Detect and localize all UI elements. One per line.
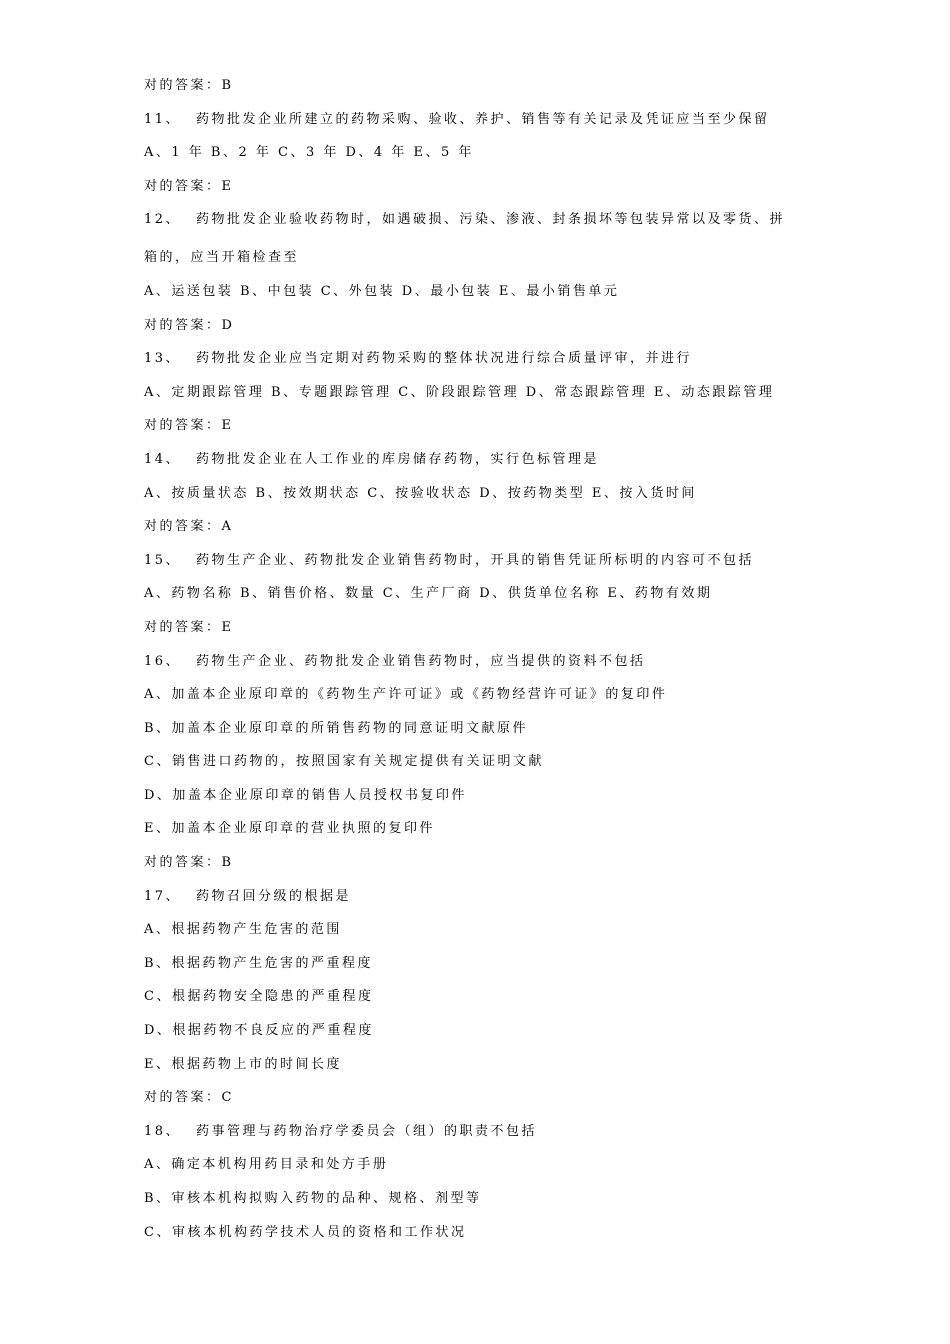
question-line <box>144 446 824 480</box>
question-number: 17、 <box>144 888 182 904</box>
line-text: D、根据药物不良反应的严重程度 <box>144 1023 374 1039</box>
text-line <box>144 379 824 413</box>
answer-line <box>144 72 824 106</box>
line-text: 药物批发企业验收药物时，如遇破损、污染、渗液、封条损坏等包装异常以及零货、拼 <box>196 212 786 228</box>
line-text: E、加盖本企业原印章的营业执照的复印件 <box>144 821 435 837</box>
question-number: 13、 <box>144 351 182 367</box>
line-text: 药物批发企业所建立的药物采购、验收、养护、销售等有关记录及凭证应当至少保留 <box>196 111 770 127</box>
question-number: 12、 <box>144 212 182 228</box>
text-line <box>144 983 824 1017</box>
text-line <box>144 1185 824 1219</box>
line-text: A、确定本机构用药目录和处方手册 <box>144 1157 389 1173</box>
line-text: 对的答案：E <box>144 619 234 635</box>
text-line <box>144 580 824 614</box>
text-line <box>144 1017 824 1051</box>
line-text: A、根据药物产生危害的范围 <box>144 922 342 938</box>
line-text: B、审核本机构拟购入药物的品种、规格、剂型等 <box>144 1191 482 1206</box>
text-line <box>144 480 824 514</box>
question-number: 18、 <box>144 1123 182 1139</box>
question-line <box>144 883 824 917</box>
question-line <box>144 1118 824 1152</box>
line-text: A、加盖本企业原印章的《药物生产许可证》或《药物经营许可证》的复印件 <box>144 687 668 703</box>
line-text: 对的答案：E <box>144 178 234 194</box>
line-text: 药物生产企业、药物批发企业销售药物时，应当提供的资料不包括 <box>196 653 646 669</box>
question-line <box>144 648 824 682</box>
line-text: 药事管理与药物治疗学委员会（组）的职责不包括 <box>196 1123 538 1139</box>
text-line <box>144 1219 824 1253</box>
text-line <box>144 681 824 715</box>
text-line <box>144 815 824 849</box>
answer-line <box>144 1084 824 1118</box>
line-text: A、定期跟踪管理 B、专题跟踪管理 C、阶段跟踪管理 D、常态跟踪管理 E、动态跟踪管理 <box>144 384 775 400</box>
line-text: E、根据药物上市的时间长度 <box>144 1056 342 1072</box>
line-text: A、按质量状态 B、按效期状态 C、按验收状态 D、按药物类型 E、按入货时间 <box>144 485 697 501</box>
text-line <box>144 916 824 950</box>
line-text: B、根据药物产生危害的严重程度 <box>144 955 374 971</box>
answer-line <box>144 614 824 648</box>
question-number: 15、 <box>144 552 182 568</box>
line-text: C、销售进口药物的，按照国家有关规定提供有关证明文献 <box>144 754 544 770</box>
answer-line <box>144 312 824 346</box>
line-text: 对的答案：B <box>144 855 234 871</box>
question-number: 16、 <box>144 653 182 669</box>
text-line <box>144 715 824 749</box>
document-page <box>144 72 824 1252</box>
answer-line <box>144 173 824 207</box>
line-text: 箱的，应当开箱检查至 <box>144 250 300 266</box>
line-text: A、运送包装 B、中包装 C、外包装 D、最小包装 E、最小销售单元 <box>144 283 620 299</box>
line-text: 对的答案：C <box>144 1090 234 1106</box>
text-line <box>144 278 824 312</box>
text-line <box>144 748 824 782</box>
text-line <box>144 950 824 984</box>
answer-line <box>144 849 824 883</box>
line-text: A、药物名称 B、销售价格、数量 C、生产厂商 D、供货单位名称 E、药物有效期 <box>144 586 713 602</box>
line-text: 对的答案：B <box>144 78 234 93</box>
line-text: B、加盖本企业原印章的所销售药物的同意证明文献原件 <box>144 720 529 736</box>
line-text: 药物批发企业应当定期对药物采购的整体状况进行综合质量评审，并进行 <box>196 351 693 367</box>
text-line <box>144 782 824 816</box>
line-text: 药物生产企业、药物批发企业销售药物时，开具的销售凭证所标明的内容可不包括 <box>196 552 755 568</box>
question-line <box>144 547 824 581</box>
question-line <box>144 345 824 379</box>
answer-line <box>144 412 824 446</box>
question-line <box>144 106 824 140</box>
line-text: 药物批发企业在人工作业的库房储存药物，实行色标管理是 <box>196 451 600 467</box>
line-text: 对的答案：A <box>144 519 234 535</box>
line-text: 对的答案：E <box>144 418 234 434</box>
line-text: C、审核本机构药学技术人员的资格和工作状况 <box>144 1224 467 1240</box>
line-text: A、1 年 B、2 年 C、3 年 D、4 年 E、5 年 <box>144 145 474 161</box>
line-text: 对的答案：D <box>144 317 235 333</box>
text-line <box>144 1051 824 1085</box>
question-number: 14、 <box>144 451 182 467</box>
line-text: C、根据药物安全隐患的严重程度 <box>144 989 374 1005</box>
text-line <box>144 139 824 173</box>
text-line <box>144 244 824 278</box>
answer-line <box>144 513 824 547</box>
question-number: 11、 <box>144 111 182 127</box>
line-text: D、加盖本企业原印章的销售人员授权书复印件 <box>144 787 467 803</box>
question-line <box>144 206 824 244</box>
text-line <box>144 1151 824 1185</box>
line-text: 药物召回分级的根据是 <box>196 888 352 904</box>
